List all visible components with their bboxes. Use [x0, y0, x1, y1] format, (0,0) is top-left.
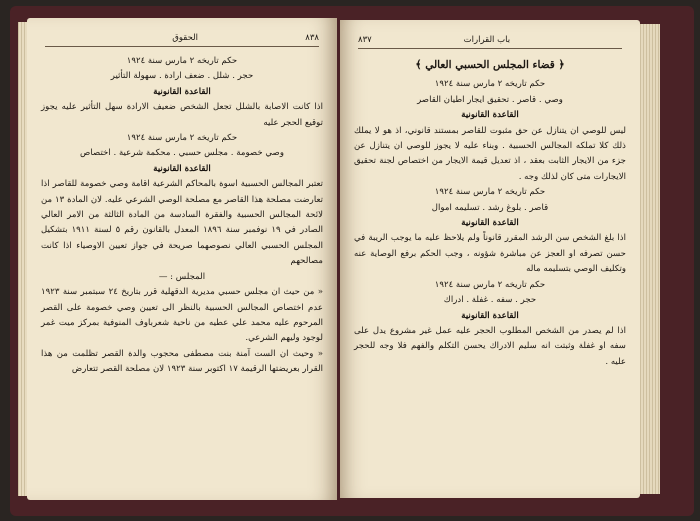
judgment-line: حجر . شلل . ضعف ارادة . سهولة التأثير	[110, 71, 254, 82]
running-header-right	[358, 32, 622, 49]
judgment-line: حكم تاريخه ٢ مارس سنة ١٩٢٤	[126, 133, 238, 144]
running-header-left	[45, 30, 319, 47]
judgment-line: حكم تاريخه ٢ مارس سنة ١٩٢٤	[434, 279, 546, 290]
rule-heading: القاعدة القانونية	[153, 163, 211, 174]
paragraph: اذا لم يصدر من الشخص المطلوب الحجر عليه عمل غير مشروع يدل على سفه او غفلة وثبتت انه سليم الادراك يحسن التكلم والفهم فلا وجه للحجر عليه .	[354, 325, 626, 367]
judgment-line: حكم تاريخه ٢ مارس سنة ١٩٢٤	[434, 187, 546, 198]
page-number: ٨٣٧	[358, 35, 372, 45]
paragraph: « وحيث ان الست آمنة بنت مصطفى محجوب والدة القصر تظلمت من هذا القرار بعريضتها الرقيمة ١٧ اكتوبر سنة ١٩٢٣ لان مصلحة القصر تتعارض	[41, 348, 323, 375]
judgment-line: حكم تاريخه ٢ مارس سنة ١٩٢٤	[434, 79, 546, 90]
running-title: الحقوق	[172, 33, 199, 43]
rule-heading: القاعدة القانونية	[461, 110, 519, 121]
judgment-line: حجر . سفه . غفلة . ادراك	[443, 295, 537, 306]
rule-heading: القاعدة القانونية	[461, 218, 519, 229]
paragraph: اذا بلغ الشخص سن الرشد المقرر قانوناً ولم يلاحظ عليه ما يوجب الريبة في حسن تصرفه او العجز عن مباشرة شؤونه ، وجب الحكم برفع الوصاية عنه وتكليف الوصي بتسليمه ماله	[354, 233, 626, 275]
paragraph: « من حيث ان مجلس حسبي مديرية الدقهلية قرر بتاريخ ٢٤ سبتمبر سنة ١٩٢٣ عدم اختصاص المجالس الحسبية بالنظر الى تعيين وصي خصومة على القصر المرحوم عليه محمد علي عطيه من ناحية شعرباوف المنوفية بمركز ميت غمر لوجود وليهم الشرعي.	[41, 287, 323, 344]
judgment-line: المجلس : —	[158, 271, 206, 282]
paragraph: تعتبر المجالس الحسبية اسوة بالمحاكم الشرعية اقامة وصي خصومة للقاصر اذا تعارضت مصلحة هذا القاصر مع مصلحة الوصي الشرعي عليه. لان المادة ١٣ من لائحة المجالس الحسبية والفقرة السادسة من المادة الثالثة من الامر العالي الصادر في ١٩ نوفمبر سنة ١٨٩٦ المعدل بالقانون رقم ٥ لسنة ١٩١١ بتشكيل المجلس الحسبي العالي نصوصهما صريحة في جواز تعيين الاوصياء اذا كانت مصالحهم	[41, 179, 324, 267]
page-edges-right	[638, 24, 660, 494]
section-title: ﴿ قضاء المجلس الحسبي العالي ﴾	[415, 59, 565, 71]
page-number: ٨٣٨	[305, 33, 319, 43]
judgment-line: وصي . قاصر . تحقيق ايجار اطيان القاصر	[417, 94, 563, 105]
judgment-line: حكم تاريخه ٢ مارس سنة ١٩٢٤	[126, 56, 238, 66]
page-text	[41, 54, 323, 492]
rule-heading: القاعدة القانونية	[461, 310, 519, 321]
running-title: باب القرارات	[463, 35, 511, 45]
judgment-line: وصي خصومة . مجلس حسبي . محكمة شرعية . اختصاص	[80, 148, 284, 159]
judgment-line: قاصر . بلوغ رشد . تسليمه اموال	[431, 202, 549, 213]
rule-heading: القاعدة القانونية	[153, 86, 211, 97]
left-page	[27, 18, 337, 500]
page-text	[354, 56, 626, 490]
paragraph: ليس للوصي ان يتنازل عن حق مثبوت للقاصر بمستند قانوني، اذ هو لا يملك ذلك كلا تملكه المجالس الحسبية . وبناء عليه لا يجوز للوصي ان يتنازل عن جزء من الايجار الثابت بعقد ، اذ تعديل قيمة الايجار من اختصاص لجنة تحقيق الايجارات متى كان لذلك وجه .	[354, 125, 626, 182]
right-page	[340, 20, 640, 498]
paragraph: اذا كانت الاصابة بالشلل تجعل الشخص ضعيف الارادة سهل التأثير عليه يجوز توقيع الحجر عليه	[41, 102, 323, 128]
